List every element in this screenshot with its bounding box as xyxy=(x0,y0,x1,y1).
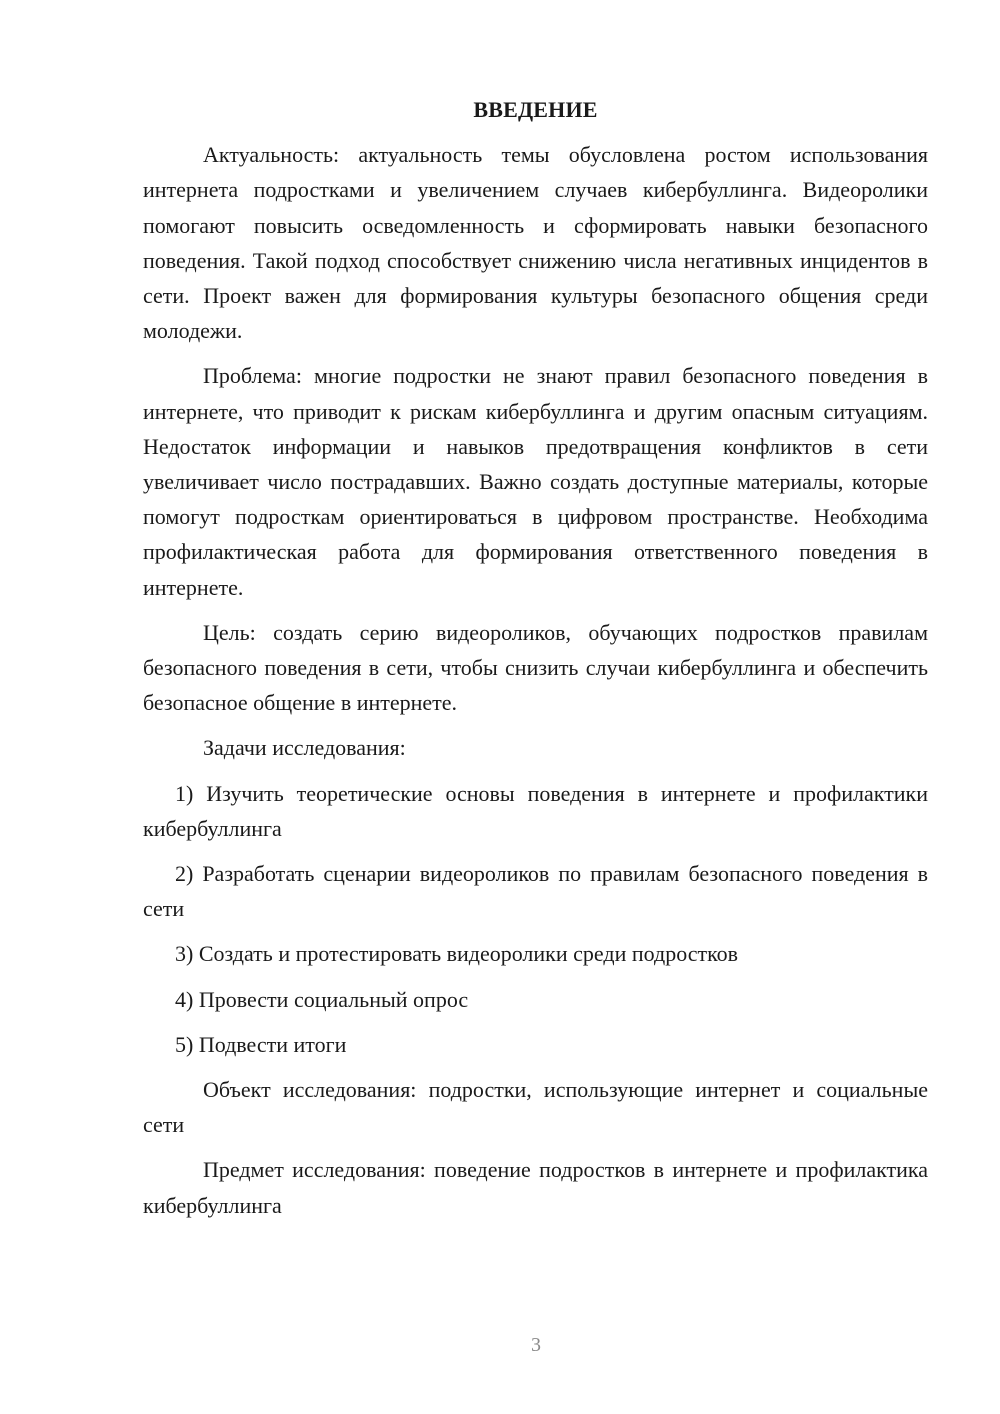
task-item: 4) Провести социальный опрос xyxy=(175,986,469,1012)
goal-paragraph: Цель: создать серию видеороликов, обучающих подростков правилам безопасного поведения в сети, чтобы снизить случаи кибербуллинга и обеспечить безопасное общение в интернете. xyxy=(143,619,928,716)
subject-paragraph: Предмет исследования: поведение подростков в интернете и профилактика кибербуллинга xyxy=(143,1157,928,1218)
task-item: 2) Разработать сценарии видеороликов по правилам безопасного поведения в сети xyxy=(143,861,928,922)
page-content xyxy=(143,92,928,1233)
page-number: 3 xyxy=(531,1334,541,1356)
task-item: 5) Подвести итоги xyxy=(175,1031,347,1057)
tasks-heading: Задачи исследования: xyxy=(203,735,406,761)
object-paragraph: Объект исследования: подростки, использующие интернет и социальные сети xyxy=(143,1077,928,1138)
page-heading: ВВЕДЕНИЕ xyxy=(473,97,598,122)
task-item: 3) Создать и протестировать видеоролики среди подростков xyxy=(175,941,739,967)
tasks-list xyxy=(143,776,928,1062)
problem-paragraph: Проблема: многие подростки не знают правил безопасного поведения в интернете, что приводит к рискам кибербуллинга и другим опасным ситуациям. Недостаток информации и навыков предотвращения конфликтов в сети увеличивает число пострадавших. Важно создать доступные материалы, которые помогут подросткам ориентироваться в цифровом пространстве. Необходима профилактическая работа для формирования ответственного поведения в интернете. xyxy=(143,363,928,600)
relevance-paragraph: Актуальность: актуальность темы обусловлена ростом использования интернета подростками и увеличением случаев кибербуллинга. Видеоролики помогают повысить осведомленность и сформировать навыки безопасного поведения. Такой подход способствует снижению числа негативных инцидентов в сети. Проект важен для формирования культуры безопасного общения среди молодежи. xyxy=(143,142,928,344)
task-item: 1) Изучить теоретические основы поведения в интернете и профилактики кибербуллинга xyxy=(143,780,928,841)
